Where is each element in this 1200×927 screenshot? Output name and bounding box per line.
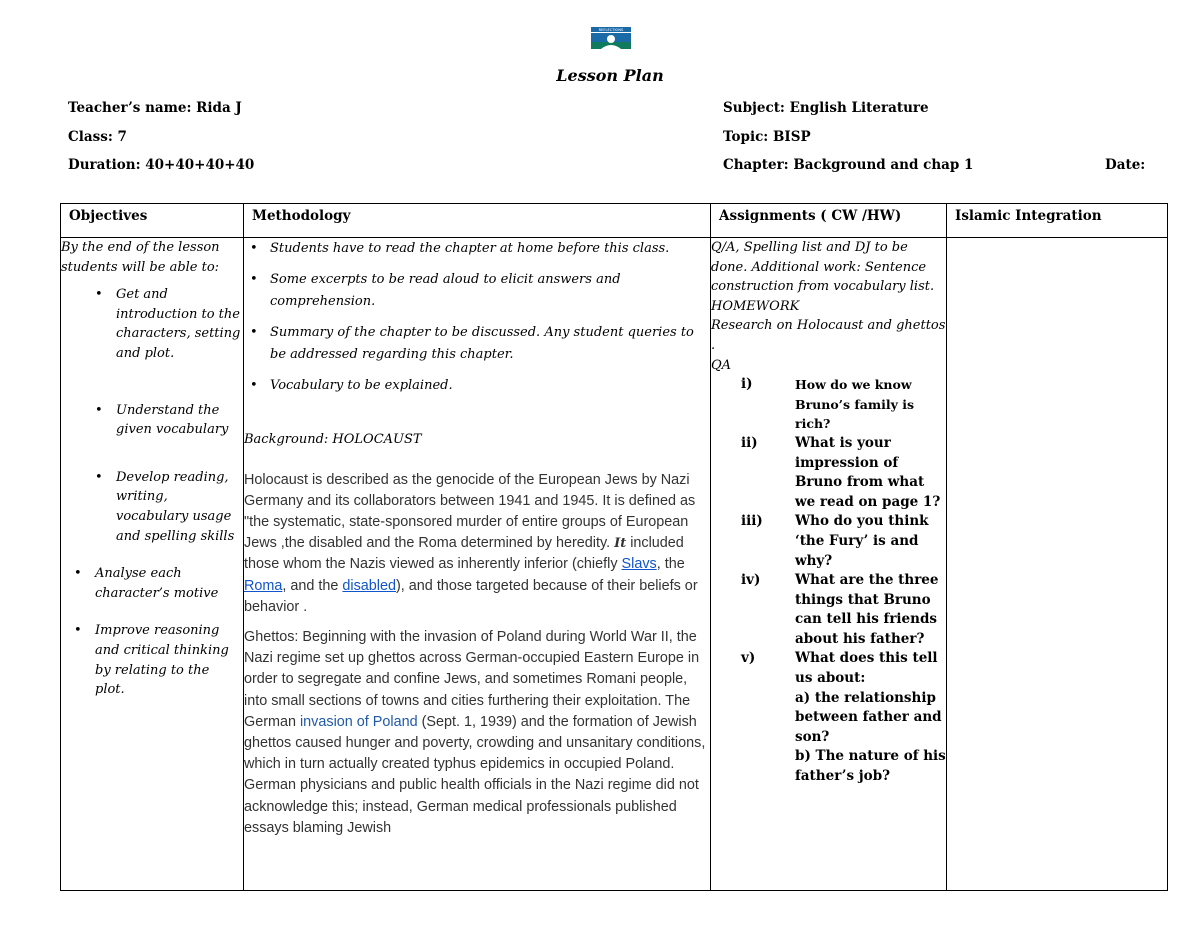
question-text: What is your impression of Bruno from what we read on page 1? [795,434,941,510]
methodology-item: • Students have to read the chapter at home before this class. [244,238,710,260]
lesson-plan-table [60,203,1168,891]
objectives-cell [61,238,244,891]
date-label: Date: [1105,157,1146,173]
holocaust-text: included those whom the Nazis viewed as inherently inferior (chiefly [244,535,684,573]
methodology-item: • Vocabulary to be explained. [244,375,710,397]
teacher-name: Teacher’s name: Rida J [68,100,242,116]
methodology-item: • Some excerpts to be read aloud to elicit answers and comprehension. [244,269,710,313]
qa-label: QA [711,357,732,373]
question-text: What are the three things that Bruno can tell his friends about his father? [795,572,939,647]
question-number: i) [741,376,753,393]
question-number: v) [741,650,756,667]
sub-question-a: a) the relationship between father and son? [795,689,942,745]
methodology-list [244,238,710,397]
col-header-methodology: Methodology [244,204,711,238]
background-heading: Background: HOLOCAUST [244,432,422,447]
question-number: iv) [741,572,761,589]
sub-question-b: b) The nature of his father’s job? [795,748,946,785]
holocaust-it: It [614,536,627,552]
col-header-objectives: Objectives [61,204,244,238]
ghettos-text: Ghettos: Beginning with the invasion of Poland during World War II, the Nazi regime set up ghettos across German-occupied Eastern Europe in order to segregate and confine Jews, and sometimes Romani people, into small sections of towns and cities furthering their exploitation. The German [244,629,700,730]
classwork-text: Q/A, Spelling list and DJ to be done. Additional work: Sentence construction from vocabulary list. [711,240,935,295]
ghettos-text: (Sept. 1, 1939) and the formation of Jewish ghettos caused hunger and poverty, crowding and unsanitary conditions, which in turn actually created typhus epidemics in occupied Poland. German physicians and public health officials in the Nazi regime did not acknowledge this; instead, German medical professionals published essays blaming Jewish [244,713,706,836]
objectives-intro: By the end of the lesson students will be able to: [61,240,220,275]
objective-item: • Develop reading, writing, vocabulary usage and spelling skills [61,468,243,546]
question-text: How do we know Bruno’s family is rich? [795,377,915,432]
objective-item: • Improve reasoning and critical thinking by relating to the plot. [61,621,243,699]
objective-item: • Get and introduction to the characters, setting and plot. [61,285,243,363]
duration-label: Duration: 40+40+40+40 [68,157,255,173]
table-body-row [61,238,1168,891]
subject-label: Subject: English Literature [723,100,929,116]
disabled-link[interactable]: disabled [342,577,397,594]
holocaust-text: Holocaust is described as the genocide of the European Jews by Nazi Germany and its collaborators between 1941 and 1945. It is defined as "the systematic, state-sponsored murder of entire groups of European Jews ,the disabled and the Roma determined by heredity. [244,471,696,552]
qa-list [711,375,946,786]
question-text [795,649,946,786]
ghettos-paragraph [244,627,710,839]
col-header-islamic: Islamic Integration [947,204,1168,238]
objective-item: • Understand the given vocabulary [61,401,243,440]
holocaust-paragraph [244,470,710,618]
question-text-main: What does this tell us about: [795,650,938,687]
roma-link[interactable]: Roma [244,577,283,594]
class-label: Class: 7 [68,129,127,145]
holocaust-text: ), and those targeted because of their beliefs or behavior . [244,577,698,615]
holocaust-text: , the [656,556,685,573]
chapter-label: Chapter: Background and chap 1 [723,157,974,173]
topic-label: Topic: BISP [723,129,811,145]
question-text: Who do you think ‘the Fury’ is and why? [795,513,929,569]
col-header-assignments: Assignments ( CW /HW) [711,204,947,238]
islamic-integration-cell [947,238,1168,891]
homework-label: HOMEWORK [711,298,800,314]
homework-text: Research on Holocaust and ghettos . [711,318,946,353]
question-number: iii) [741,513,763,530]
logo-text: REFLECTIONS [598,28,624,32]
invasion-of-poland-link[interactable]: invasion of Poland [299,713,418,730]
methodology-cell [244,238,711,891]
table-header-row [61,204,1168,238]
holocaust-text: , and the [282,577,339,594]
methodology-item: • Summary of the chapter to be discussed. Any student queries to be addressed regarding this chapter. [244,322,710,366]
school-logo [589,27,633,55]
page-title: Lesson Plan [556,66,664,85]
objectives-list [61,285,243,700]
objective-item: • Analyse each character’s motive [61,564,243,603]
slavs-link[interactable]: Slavs [621,556,657,573]
question-number: ii) [741,434,758,451]
assignments-cell [711,238,947,891]
